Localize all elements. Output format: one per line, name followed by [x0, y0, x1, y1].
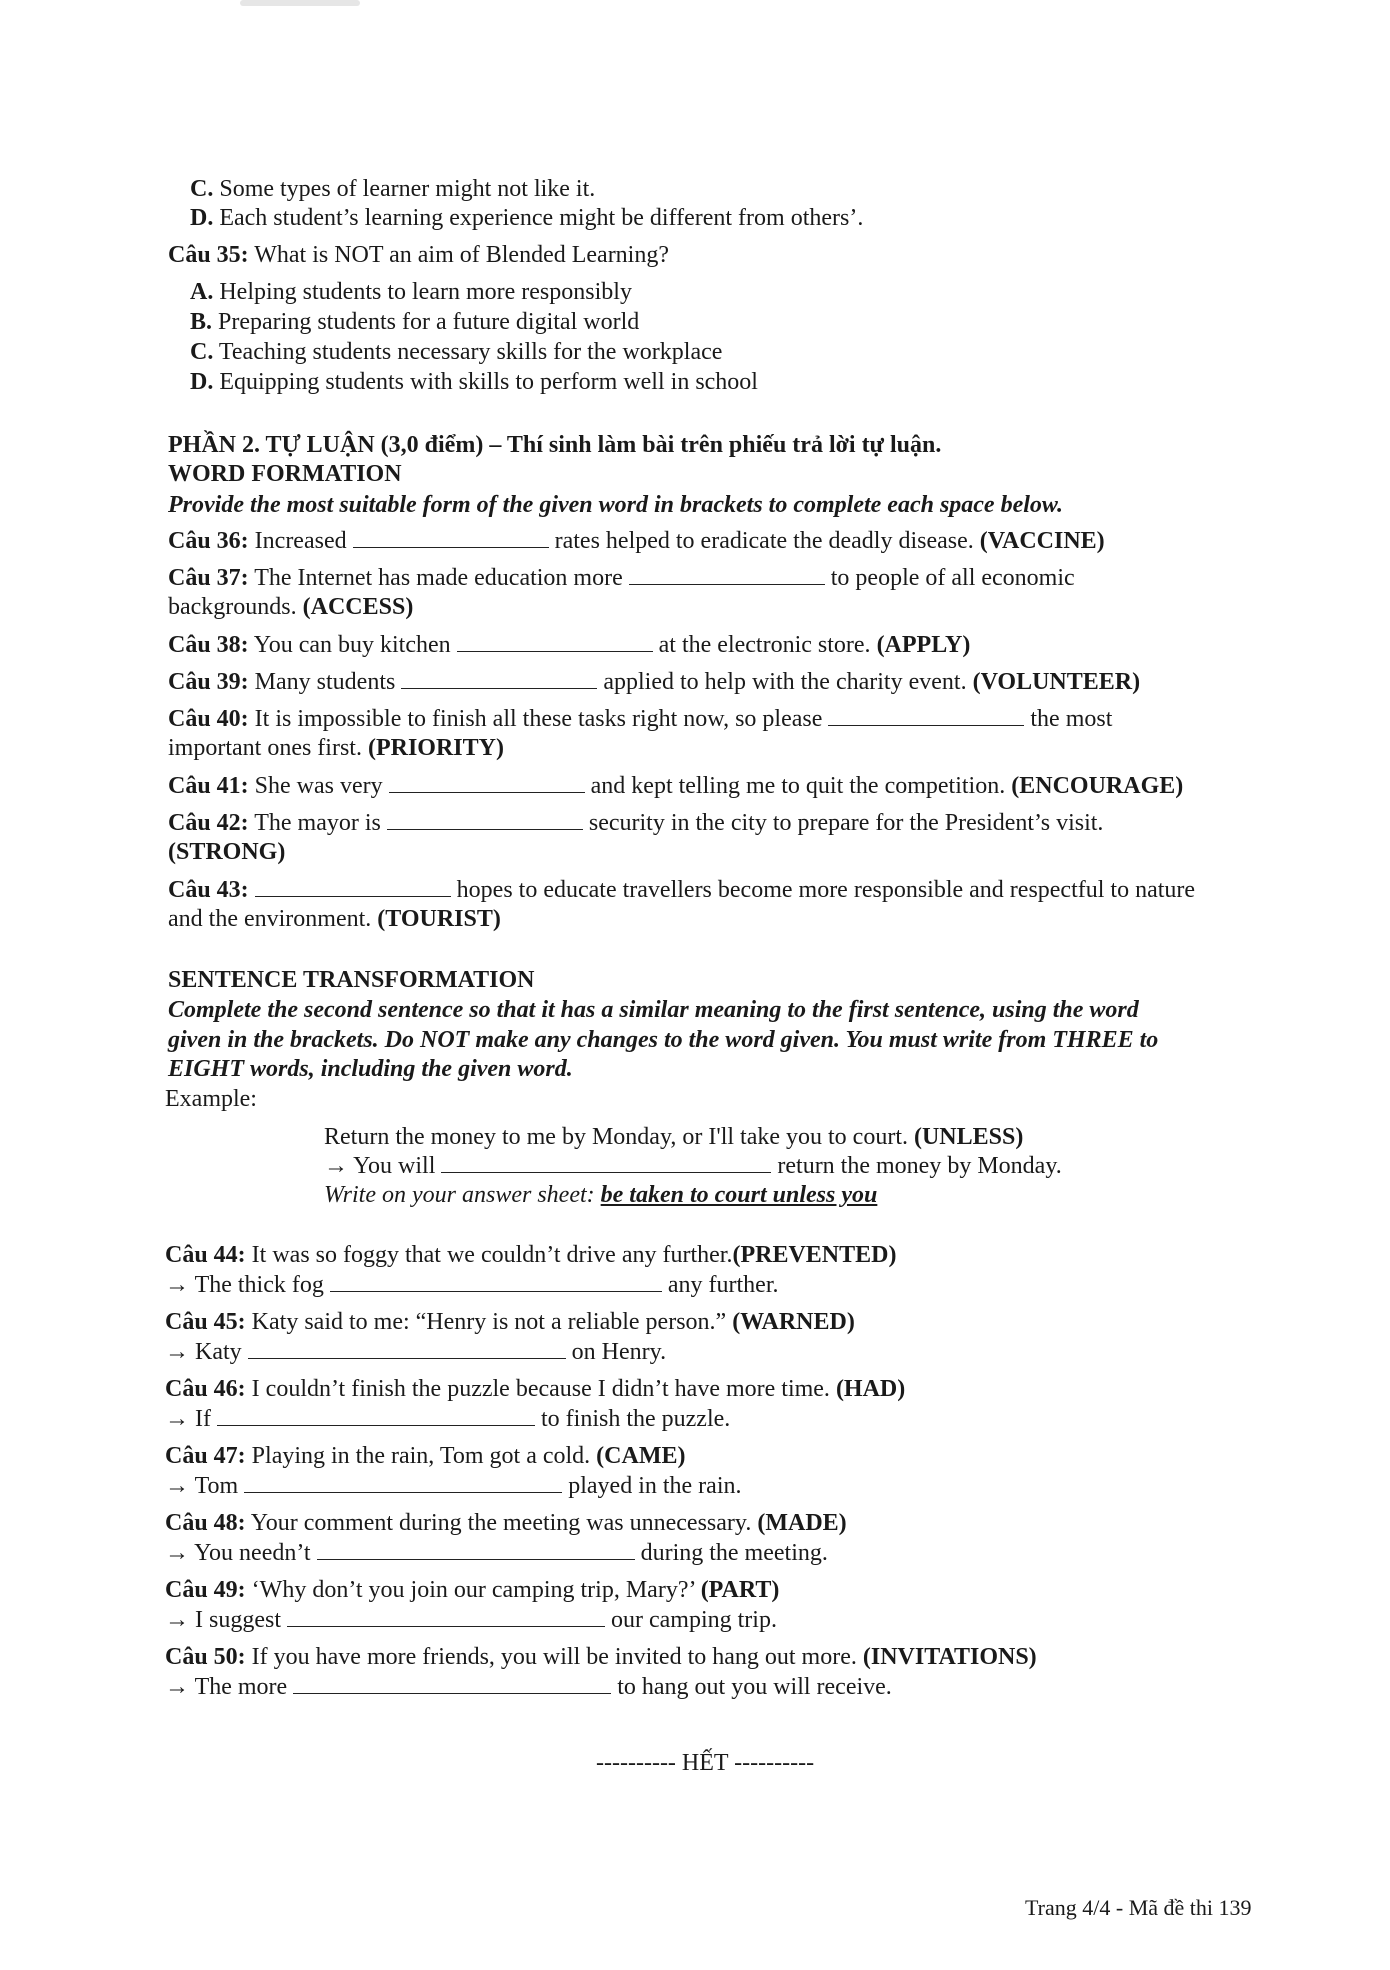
answer-blank[interactable] — [387, 809, 583, 830]
example-answer: Write on your answer sheet: be taken to court unless you — [324, 1182, 878, 1208]
q49-answer: → I suggest our camping trip. — [165, 1607, 777, 1633]
q35-option-c: C. Teaching students necessary skills for the workplace — [190, 339, 723, 365]
q38: Câu 38: You can buy kitchen at the electronic store. (APPLY) — [168, 632, 971, 658]
q35-stem: Câu 35: What is NOT an aim of Blended Learning? — [168, 242, 669, 268]
q46: Câu 46: I couldn’t finish the puzzle because I didn’t have more time. (HAD) — [165, 1376, 906, 1402]
q35-option-d: D. Equipping students with skills to perform well in school — [190, 369, 758, 395]
q46-answer: → If to finish the puzzle. — [165, 1406, 731, 1432]
q34-option-d: D. Each student’s learning experience might be different from others’. — [190, 205, 864, 231]
word-formation-heading: WORD FORMATION — [168, 461, 402, 487]
answer-blank[interactable] — [244, 1472, 562, 1493]
scan-mark — [240, 0, 360, 6]
answer-blank[interactable] — [217, 1405, 535, 1426]
q45: Câu 45: Katy said to me: “Henry is not a reliable person.” (WARNED) — [165, 1309, 855, 1335]
answer-blank[interactable] — [389, 772, 585, 793]
q41: Câu 41: She was very and kept telling me to quit the competition. (ENCOURAGE) — [168, 773, 1184, 799]
q44: Câu 44: It was so foggy that we couldn’t drive any further.(PREVENTED) — [165, 1242, 897, 1268]
example-sentence: Return the money to me by Monday, or I'll take you to court. (UNLESS) — [324, 1124, 1024, 1150]
st-instruction-line1: Complete the second sentence so that it has a similar meaning to the first sentence, using the word — [168, 997, 1139, 1023]
q39: Câu 39: Many students applied to help with the charity event. (VOLUNTEER) — [168, 669, 1141, 695]
q40-line2: important ones first. (PRIORITY) — [168, 735, 504, 761]
answer-blank[interactable] — [293, 1673, 611, 1694]
answer-blank[interactable] — [287, 1606, 605, 1627]
q43-line2: and the environment. (TOURIST) — [168, 906, 501, 932]
q37: Câu 37: The Internet has made education more to people of all economic — [168, 565, 1075, 591]
q37-line2: backgrounds. (ACCESS) — [168, 594, 414, 620]
word-formation-instruction: Provide the most suitable form of the given word in brackets to complete each space below. — [168, 492, 1064, 518]
q42: Câu 42: The mayor is security in the city to prepare for the President’s visit. — [168, 810, 1104, 836]
answer-blank[interactable] — [401, 668, 597, 689]
answer-blank[interactable] — [330, 1271, 662, 1292]
q44-answer: → The thick fog any further. — [165, 1272, 779, 1298]
page-footer: Trang 4/4 - Mã đề thi 139 — [1025, 1895, 1252, 1920]
q36: Câu 36: Increased rates helped to eradicate the deadly disease. (VACCINE) — [168, 528, 1105, 554]
sentence-transformation-heading: SENTENCE TRANSFORMATION — [168, 967, 535, 993]
q47: Câu 47: Playing in the rain, Tom got a cold. (CAME) — [165, 1443, 686, 1469]
q35-option-b: B. Preparing students for a future digital world — [190, 309, 640, 335]
q34-option-c: C. Some types of learner might not like it. — [190, 176, 596, 202]
answer-blank[interactable] — [457, 631, 653, 652]
answer-blank[interactable] — [629, 564, 825, 585]
answer-blank[interactable] — [317, 1539, 635, 1560]
q42-word: (STRONG) — [168, 839, 286, 865]
q49: Câu 49: ‘Why don’t you join our camping trip, Mary?’ (PART) — [165, 1577, 780, 1603]
q35-option-a: A. Helping students to learn more responsibly — [190, 279, 632, 305]
q50: Câu 50: If you have more friends, you will be invited to hang out more. (INVITATIONS) — [165, 1644, 1037, 1670]
q48-answer: → You needn’t during the meeting. — [165, 1540, 828, 1566]
answer-blank[interactable] — [248, 1338, 566, 1359]
q40: Câu 40: It is impossible to finish all these tasks right now, so please the most — [168, 706, 1113, 732]
st-instruction-line3: EIGHT words, including the given word. — [168, 1056, 573, 1082]
answer-blank[interactable] — [828, 705, 1024, 726]
example-blank — [441, 1152, 771, 1173]
q43: Câu 43: hopes to educate travellers become more responsible and respectful to nature — [168, 877, 1196, 903]
end-marker: ---------- HẾT ---------- — [596, 1750, 815, 1776]
example-label: Example: — [165, 1086, 257, 1112]
q47-answer: → Tom played in the rain. — [165, 1473, 742, 1499]
answer-blank[interactable] — [255, 876, 451, 897]
q48: Câu 48: Your comment during the meeting was unnecessary. (MADE) — [165, 1510, 847, 1536]
answer-blank[interactable] — [353, 527, 549, 548]
example-transform: → You will return the money by Monday. — [324, 1153, 1062, 1179]
part2-title: PHẦN 2. TỰ LUẬN (3,0 điểm) – Thí sinh làm bài trên phiếu trả lời tự luận. — [168, 432, 942, 458]
q45-answer: → Katy on Henry. — [165, 1339, 667, 1365]
q50-answer: → The more to hang out you will receive. — [165, 1674, 892, 1700]
st-instruction-line2: given in the brackets. Do NOT make any changes to the word given. You must write from THREE to — [168, 1027, 1159, 1053]
